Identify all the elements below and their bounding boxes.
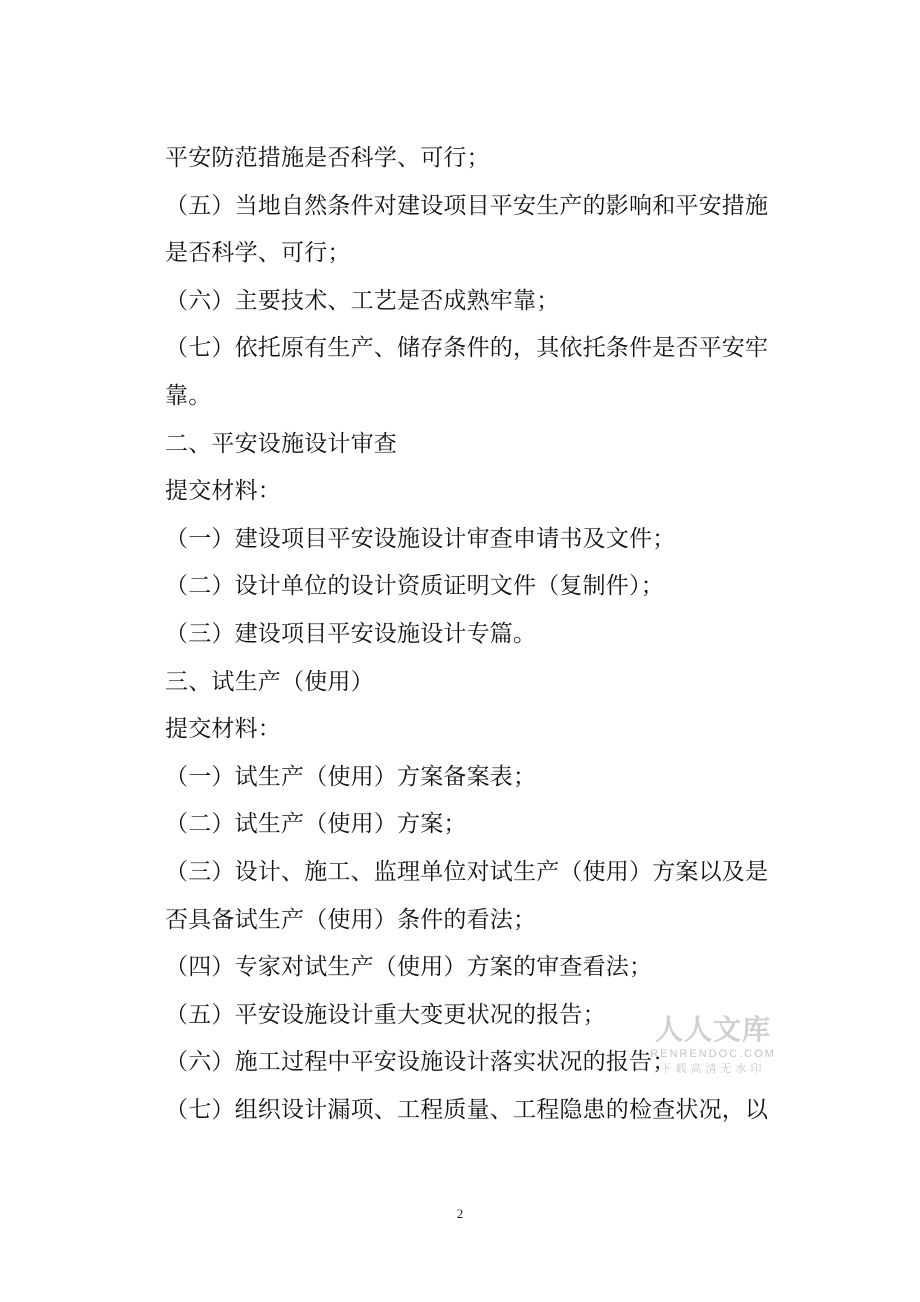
watermark-url: RENRENDOC.COM — [650, 1048, 776, 1060]
text-line: （六）主要技术、工艺是否成熟牢靠； — [165, 287, 560, 314]
text-line: （四）专家对试生产（使用）方案的审查看法； — [165, 954, 653, 981]
text-line: （七）依托原有生产、储存条件的，其依托条件是否平安牢 — [165, 335, 769, 362]
text-line: （五）当地自然条件对建设项目平安生产的影响和平安措施 — [165, 192, 769, 219]
section-heading: 二、平安设施设计审查 — [165, 430, 397, 457]
text-line: 否具备试生产（使用）条件的看法； — [165, 906, 537, 933]
text-line: （七）组织设计漏项、工程质量、工程隐患的检查状况，以 — [165, 1096, 769, 1123]
text-line: （三）设计、施工、监理单位对试生产（使用）方案以及是 — [165, 858, 769, 885]
text-line: （一）建设项目平安设施设计审查申请书及文件； — [165, 525, 676, 552]
text-line: （二）试生产（使用）方案； — [165, 811, 467, 838]
text-line: 靠。 — [165, 382, 212, 409]
watermark-subtitle: 下载高清无水印 — [660, 1062, 766, 1075]
watermark-title: 人人文库 — [654, 1013, 771, 1046]
body-text — [165, 135, 785, 1134]
text-line: （五）平安设施设计重大变更状况的报告； — [165, 1001, 606, 1028]
text-line: （二）设计单位的设计资质证明文件（复制件）； — [165, 573, 664, 600]
text-line: 平安防范措施是否科学、可行； — [165, 145, 490, 171]
watermark — [648, 1013, 778, 1077]
text-line: （三）建设项目平安设施设计专篇。 — [165, 620, 537, 647]
text-line: 提交材料： — [165, 716, 281, 743]
text-line: （一）试生产（使用）方案备案表； — [165, 763, 537, 790]
text-line: 是否科学、可行； — [165, 240, 351, 267]
text-line: （六）施工过程中平安设施设计落实状况的报告； — [165, 1049, 676, 1076]
section-heading: 三、试生产（使用） — [165, 668, 374, 695]
text-line: 提交材料： — [165, 478, 281, 505]
page-number: 2 — [456, 1206, 464, 1221]
